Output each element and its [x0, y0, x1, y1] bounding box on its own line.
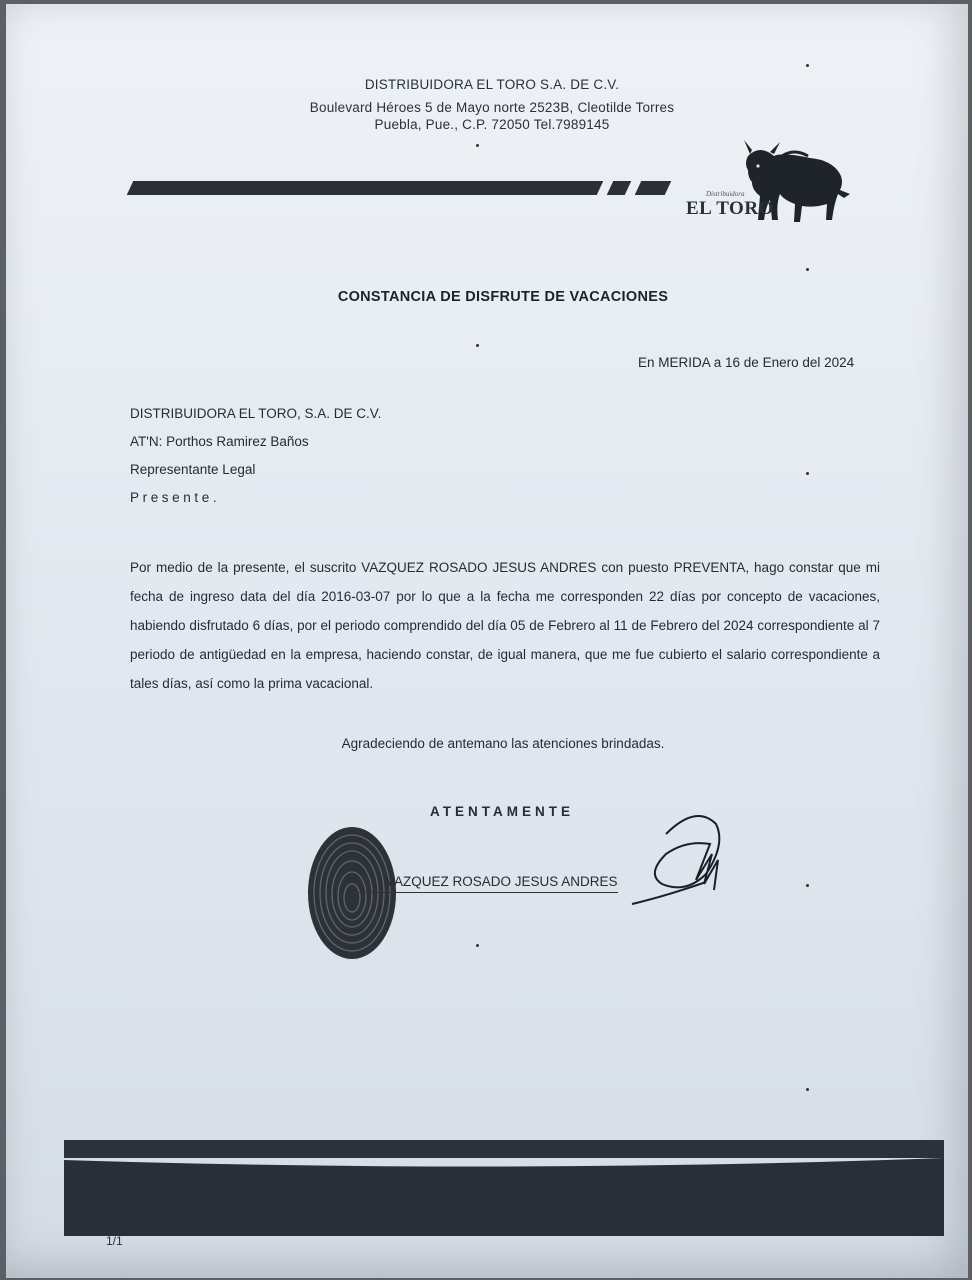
company-address: Boulevard Héroes 5 de Mayo norte 2523B, Cleotilde Torres [309, 100, 675, 115]
recipient-attention: AT'N: Porthos Ramirez Baños [130, 434, 309, 449]
recipient-company: DISTRIBUIDORA EL TORO, S.A. DE C.V. [130, 406, 382, 421]
company-name: DISTRIBUIDORA EL TORO S.A. DE C.V. [364, 77, 620, 92]
signature-line [356, 892, 618, 893]
fingerprint-mark [304, 824, 400, 962]
document-body: Por medio de la presente, el suscrito VAZQUEZ ROSADO JESUS ANDRES con puesto PREVENTA, hago constar que mi fecha de ingreso data del día 2016-03-07 por lo que a la fecha me corresponden 22 días por concepto de vacaciones, habiendo disfrutado 6 días, por el periodo comprendido del día 05 de Febrero al 11 de Febrero del 2024 correspondiente al 7 periodo de antigüedad en la empresa, haciendo constar, de igual manera, que me fue cubierto el salario correspondiente a tales días, así como la prima vacacional. [130, 560, 880, 691]
closing-line: Agradeciendo de antemano las atenciones brindadas. [341, 736, 665, 751]
header-decorative-stripe [635, 181, 672, 195]
footer-band [64, 1168, 944, 1236]
recipient-presente: Presente. [130, 490, 221, 505]
header-decorative-bar [127, 181, 604, 195]
document-title: CONSTANCIA DE DISFRUTE DE VACACIONES [337, 289, 669, 305]
document-date: En MERIDA a 16 de Enero del 2024 [638, 355, 855, 370]
logo-brand-text: EL TORO [686, 198, 774, 219]
page-number: 1/1 [106, 1234, 123, 1248]
sign-off: ATENTAMENTE [430, 804, 574, 819]
document-page [6, 4, 968, 1278]
recipient-role: Representante Legal [130, 462, 256, 477]
header-decorative-stripe [607, 181, 632, 195]
handwritten-signature [626, 804, 730, 914]
logo-subtext: Distribuidora [706, 190, 745, 198]
signer-name: VAZQUEZ ROSADO JESUS ANDRES [386, 874, 618, 889]
company-city-phone: Puebla, Pue., C.P. 72050 Tel.7989145 [374, 117, 610, 132]
